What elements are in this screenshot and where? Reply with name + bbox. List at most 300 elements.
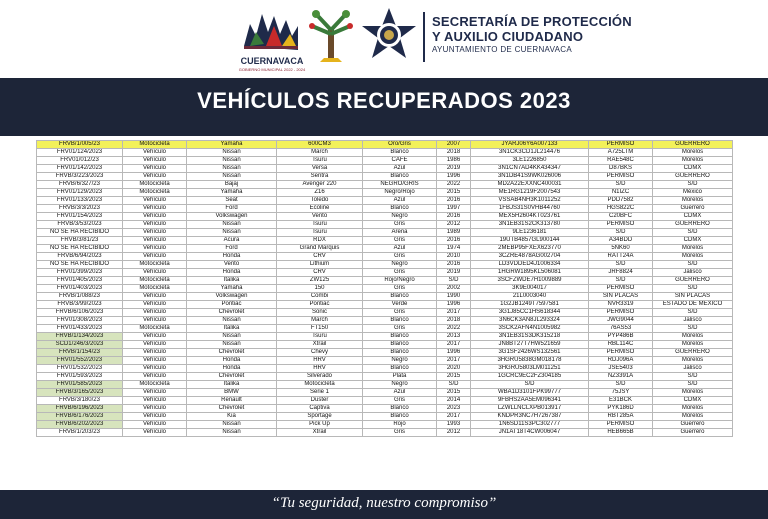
table-cell: 1G2JB1249T7597581 xyxy=(471,301,589,309)
table-cell: Blanco xyxy=(363,341,437,349)
table-cell: PYP486B xyxy=(589,333,653,341)
table-cell: 1FBJS31S0VHB44760 xyxy=(471,205,589,213)
table-cell: FRVB/6/196/2023 xyxy=(37,405,123,413)
table-cell: S/D xyxy=(653,325,733,333)
table-cell: Vento xyxy=(187,261,277,269)
table-cell: 2016 xyxy=(437,261,471,269)
table-cell: GUERRERO xyxy=(653,141,733,149)
table-cell: FRV01/552/2023 xyxy=(37,357,123,365)
table-row xyxy=(37,149,733,157)
table-cell: JRF8824 xyxy=(589,269,653,277)
table-cell: Morelos xyxy=(653,149,733,157)
table-cell: Motocicleta xyxy=(123,181,187,189)
table-cell: JWG9044 xyxy=(589,317,653,325)
table-cell: A725LTM xyxy=(589,149,653,157)
table-cell: NO SE HA RECIBIDO xyxy=(37,261,123,269)
table-cell: Vehículo xyxy=(123,197,187,205)
table-cell: Motocicleta xyxy=(123,141,187,149)
table-cell: FRVB/6/94/2023 xyxy=(37,253,123,261)
table-cell: 2018 xyxy=(437,317,471,325)
table-cell: Xtrail xyxy=(277,341,363,349)
table-cell: Morelos xyxy=(653,333,733,341)
table-cell: Captiva xyxy=(277,405,363,413)
table-cell: 2020 xyxy=(437,365,471,373)
table-cell: ZW125 xyxy=(277,277,363,285)
table-cell: S/D xyxy=(653,261,733,269)
table-cell: Blanco xyxy=(363,405,437,413)
table-cell: CRV xyxy=(277,253,363,261)
table-cell: 3N1EB31S3DK315218 xyxy=(471,333,589,341)
table-cell: 1997 xyxy=(437,205,471,213)
table-row xyxy=(37,253,733,261)
table-cell: Chevrolet xyxy=(187,309,277,317)
table-cell: Morelos xyxy=(653,357,733,365)
table-cell: S/D xyxy=(653,229,733,237)
table-cell: S/D xyxy=(437,381,471,389)
table-cell: Pick Up xyxy=(277,421,363,429)
table-cell: Nissan xyxy=(187,317,277,325)
table-cell: JN8BT27T7HW521659 xyxy=(471,341,589,349)
table-cell: 19UTB4857GL900144 xyxy=(471,237,589,245)
table-cell: Motocicleta xyxy=(123,277,187,285)
table-cell: Gris xyxy=(363,285,437,293)
table-cell: Vehículo xyxy=(123,429,187,437)
table-cell: Nissan xyxy=(187,229,277,237)
table-cell: 2007 xyxy=(437,141,471,149)
municipio-subtitle: GOBIERNO MUNICIPAL 2022 - 2024 xyxy=(238,67,306,72)
table-cell: FRV01/154/2023 xyxy=(37,213,123,221)
table-cell: JYARJ06Y6A007133 xyxy=(471,141,589,149)
table-cell: Nissan xyxy=(187,157,277,165)
table-cell: FRVB/3/81/23 xyxy=(37,237,123,245)
table-cell: FRVB/3/180/23 xyxy=(37,397,123,405)
table-cell: E31BCK xyxy=(589,397,653,405)
table-cell: Nissan xyxy=(187,429,277,437)
table-cell: Azul xyxy=(363,165,437,173)
table-cell: Italika xyxy=(187,325,277,333)
table-cell: Guerrero xyxy=(653,429,733,437)
table-cell: Silverado xyxy=(277,373,363,381)
table-cell: PERMISO xyxy=(589,221,653,229)
table-cell: RDX xyxy=(277,237,363,245)
table-cell: Blanco xyxy=(363,413,437,421)
table-cell: Vehículo xyxy=(123,245,187,253)
table-cell: Xtrail xyxy=(277,429,363,437)
table-cell: S/D xyxy=(653,285,733,293)
table-cell: GUERRERO xyxy=(653,277,733,285)
table-cell: Blanco xyxy=(363,173,437,181)
table-row xyxy=(37,301,733,309)
table-cell: 2012 xyxy=(437,429,471,437)
table-cell: 76AS53 xyxy=(589,325,653,333)
table-cell: Gris xyxy=(363,221,437,229)
table-cell: RDJ096A xyxy=(589,357,653,365)
table-cell: FRVB/6/327/23 xyxy=(37,181,123,189)
table-cell: NVR3319 xyxy=(589,301,653,309)
table-cell: CRV xyxy=(277,269,363,277)
table-cell: Honda xyxy=(187,269,277,277)
table-cell: BMW xyxy=(187,389,277,397)
table-cell: Rojo xyxy=(363,421,437,429)
table-row xyxy=(37,389,733,397)
table-cell: 3G1SF2426WS132561 xyxy=(471,349,589,357)
table-cell: Jalisco xyxy=(653,365,733,373)
table-row xyxy=(37,333,733,341)
page-title: VEHÍCULOS RECUPERADOS 2023 xyxy=(197,88,571,113)
table-cell: Blanco xyxy=(363,317,437,325)
table-cell: WBA1D3101FPK99777 xyxy=(471,389,589,397)
table-cell: 1996 xyxy=(437,349,471,357)
table-cell: Vehículo xyxy=(123,269,187,277)
table-cell: S/D xyxy=(589,229,653,237)
table-cell: Nissan xyxy=(187,149,277,157)
table-cell: Honda xyxy=(187,253,277,261)
table-cell: Yamaha xyxy=(187,141,277,149)
table-cell: 3N1DB41S9WK026006 xyxy=(471,173,589,181)
table-cell: Jalisco xyxy=(653,269,733,277)
table-cell: 75JSY xyxy=(589,389,653,397)
table-cell: Bajaj xyxy=(187,181,277,189)
table-cell: 3LE1226850 xyxy=(471,157,589,165)
table-cell: Azul xyxy=(363,197,437,205)
table-cell: Guerrero xyxy=(653,205,733,213)
table-cell: RBT285A xyxy=(589,413,653,421)
table-cell: Jalisco xyxy=(653,317,733,325)
secretaria-line-1: SECRETARÍA DE PROTECCIÓN xyxy=(432,14,632,29)
table-row xyxy=(37,365,733,373)
table-cell: HEB665B xyxy=(589,429,653,437)
footer-slogan: “Tu seguridad, nuestro compromiso” xyxy=(271,495,497,511)
table-cell: Motocicleta xyxy=(123,261,187,269)
table-cell: FRV01/129/2023 xyxy=(37,189,123,197)
table-cell: FRVB/1/203/23 xyxy=(37,429,123,437)
table-cell: ME1RG1219F2007543 xyxy=(471,189,589,197)
table-row xyxy=(37,325,733,333)
table-cell: S/D xyxy=(471,381,589,389)
table-cell: Ford xyxy=(187,245,277,253)
table-cell: S/D xyxy=(653,181,733,189)
table-cell: FRVB/3/223/2023 xyxy=(37,173,123,181)
table-cell: Nissan xyxy=(187,421,277,429)
table-cell: NEGRO/GRIS xyxy=(363,181,437,189)
table-cell: Vehículo xyxy=(123,365,187,373)
table-cell: Vehículo xyxy=(123,165,187,173)
table-cell: Arena xyxy=(363,229,437,237)
table-cell: 1996 xyxy=(437,301,471,309)
table-cell: FRVB/3/3/2023 xyxy=(37,205,123,213)
table-cell: Blanco xyxy=(363,333,437,341)
table-cell: 2017 xyxy=(437,341,471,349)
table-cell: PERMISO xyxy=(589,309,653,317)
table-cell: Vehículo xyxy=(123,205,187,213)
table-cell: 1HGRW1895KL506081 xyxy=(471,269,589,277)
table-cell: JSE5403 xyxy=(589,365,653,373)
table-cell: 2010 xyxy=(437,253,471,261)
table-cell: Seat xyxy=(187,197,277,205)
table-cell: Motocicleta xyxy=(123,285,187,293)
table-row xyxy=(37,229,733,237)
table-cell: Blanco xyxy=(363,293,437,301)
table-cell: Plata xyxy=(363,373,437,381)
table-cell: Volkswagen xyxy=(187,213,277,221)
table-cell: 21L0003040 xyxy=(471,293,589,301)
police-badge-icon xyxy=(358,6,420,68)
table-row xyxy=(37,349,733,357)
table-cell: Blanco xyxy=(363,149,437,157)
secretaria-block xyxy=(432,14,632,54)
table-row xyxy=(37,285,733,293)
table-cell: 2015 xyxy=(437,373,471,381)
table-cell: Azul xyxy=(363,245,437,253)
table-cell: PYK186D xyxy=(589,405,653,413)
table-cell: March xyxy=(277,317,363,325)
table-cell: Pontiac xyxy=(187,301,277,309)
table-cell: PERMISO xyxy=(589,173,653,181)
table-cell: Morelos xyxy=(653,253,733,261)
table-cell: Rojo/Negro xyxy=(363,277,437,285)
table-cell: 3K9E004017 xyxy=(471,285,589,293)
table-cell: FRV01/012/23 xyxy=(37,157,123,165)
table-cell: FRV01/585/2023 xyxy=(37,381,123,389)
table-cell: 1GCRC9EC2FZ304185 xyxy=(471,373,589,381)
table-cell: Morelos xyxy=(653,405,733,413)
table-cell: FRV01/433/2023 xyxy=(37,325,123,333)
table-cell: Motocicleta xyxy=(123,189,187,197)
table-cell: 2018 xyxy=(437,149,471,157)
table-cell: Tsuru xyxy=(277,333,363,341)
table-row xyxy=(37,269,733,277)
table-cell: Gris xyxy=(363,397,437,405)
table-cell: 150 xyxy=(277,285,363,293)
table-cell: Honda xyxy=(187,357,277,365)
table-cell: Toledo xyxy=(277,197,363,205)
table-cell: Vehículo xyxy=(123,373,187,381)
table-cell: 600CM3 xyxy=(277,141,363,149)
table-cell: FRVB/1/154/23 xyxy=(37,349,123,357)
table-cell: 1986 xyxy=(437,157,471,165)
table-cell: RBL114C xyxy=(589,341,653,349)
table-cell: 1N6SD11S3PC302777 xyxy=(471,421,589,429)
table-cell: 9FBHS2AA5EM096341 xyxy=(471,397,589,405)
table-cell: SIN PLACAS xyxy=(653,293,733,301)
table-cell: Yamaha xyxy=(187,285,277,293)
table-cell: S/D xyxy=(589,277,653,285)
table-cell: 2017 xyxy=(437,309,471,317)
table-cell: 1974 xyxy=(437,245,471,253)
table-cell: Combi xyxy=(277,293,363,301)
table-cell: Gris xyxy=(363,429,437,437)
table-cell: 3N1EB31S2CK313780 xyxy=(471,221,589,229)
table-cell: 2016 xyxy=(437,213,471,221)
table-cell: Negro/Rojo xyxy=(363,189,437,197)
table-cell: Nissan xyxy=(187,333,277,341)
table-cell: Vehículo xyxy=(123,333,187,341)
table-cell: Chevrolet xyxy=(187,373,277,381)
table-cell: Tsuru xyxy=(277,221,363,229)
table-cell: 3HGRU5803LM011251 xyxy=(471,365,589,373)
table-row xyxy=(37,245,733,253)
table-cell: FRV01/124/2023 xyxy=(37,149,123,157)
table-cell: Nissan xyxy=(187,173,277,181)
table-cell: JN1AT18T4CW006047 xyxy=(471,429,589,437)
table-cell: Vento xyxy=(277,213,363,221)
table-row xyxy=(37,421,733,429)
table-cell: Ford xyxy=(187,205,277,213)
table-cell: Morelos xyxy=(653,245,733,253)
table-cell: Italika xyxy=(187,381,277,389)
table-cell: 5NK60 xyxy=(589,245,653,253)
municipio-name: CUERNAVACA xyxy=(240,56,304,66)
table-cell: Lithium xyxy=(277,261,363,269)
table-cell: 2019 xyxy=(437,269,471,277)
table-cell: Vehículo xyxy=(123,341,187,349)
table-cell: Vehículo xyxy=(123,253,187,261)
table-row xyxy=(37,381,733,389)
table-cell: S/D xyxy=(653,309,733,317)
table-cell: Duster xyxy=(277,397,363,405)
table-cell: FRV01/308/2023 xyxy=(37,317,123,325)
table-row xyxy=(37,213,733,221)
table-cell: CDMX xyxy=(653,165,733,173)
table-cell: March xyxy=(277,149,363,157)
table-cell: 2019 xyxy=(437,165,471,173)
table-cell: ESTADO DE MEXICO xyxy=(653,301,733,309)
table-cell: Gris xyxy=(363,309,437,317)
table-cell: Vehículo xyxy=(123,309,187,317)
table-cell: MD2A22EXXNC400031 xyxy=(471,181,589,189)
table-cell: GUERRERO xyxy=(653,221,733,229)
table-cell: Vehículo xyxy=(123,349,187,357)
table-cell: Grand Marquis xyxy=(277,245,363,253)
table-cell: S/D xyxy=(589,261,653,269)
table-cell: VSSAB4NH3K1011252 xyxy=(471,197,589,205)
table-cell: FRV01/532/2023 xyxy=(37,365,123,373)
table-cell: Avenger 220 xyxy=(277,181,363,189)
table-row xyxy=(37,397,733,405)
table-cell: Gris xyxy=(363,325,437,333)
table-cell: Negro xyxy=(363,357,437,365)
table-cell: Morelos xyxy=(653,389,733,397)
table-cell: A34BDD xyxy=(589,237,653,245)
table-cell: FRVB/3/53/2023 xyxy=(37,221,123,229)
table-cell: 1993 xyxy=(437,421,471,429)
table-cell: FRV01/405/2023 xyxy=(37,277,123,285)
table-cell: Vehículo xyxy=(123,173,187,181)
header-divider xyxy=(423,12,425,62)
table-cell: Morelos xyxy=(653,157,733,165)
table-cell: N1IZC xyxy=(589,189,653,197)
secretaria-line-2: Y AUXILIO CIUDADANO xyxy=(432,29,584,44)
table-cell: 2MEBP95FXEX623770 xyxy=(471,245,589,253)
table-row xyxy=(37,341,733,349)
table-row xyxy=(37,261,733,269)
table-cell: Tsuru xyxy=(277,157,363,165)
table-cell: Vehículo xyxy=(123,421,187,429)
table-cell: Morelos xyxy=(653,413,733,421)
header xyxy=(0,0,768,78)
table-cell: Motocicleta xyxy=(277,381,363,389)
table-cell: Vehículo xyxy=(123,405,187,413)
table-row xyxy=(37,405,733,413)
table-cell: Vehículo xyxy=(123,357,187,365)
table-cell: 2016 xyxy=(437,237,471,245)
table-cell: Tsuru xyxy=(277,229,363,237)
table-cell: S/D xyxy=(653,381,733,389)
table-cell: Vehículo xyxy=(123,389,187,397)
table-cell: 1996 xyxy=(437,173,471,181)
table-cell: 2016 xyxy=(437,197,471,205)
table-cell: CDMX xyxy=(653,237,733,245)
table-cell: Negro xyxy=(363,381,437,389)
table-cell: FRV01/403/2023 xyxy=(37,285,123,293)
table-cell: 2013 xyxy=(437,333,471,341)
table-row xyxy=(37,165,733,173)
table-cell: Ecoline xyxy=(277,205,363,213)
table-cell: HRV xyxy=(277,357,363,365)
table-cell: 2015 xyxy=(437,189,471,197)
table-row xyxy=(37,373,733,381)
table-cell: PERMISO xyxy=(589,141,653,149)
table-cell: Chevrolet xyxy=(187,349,277,357)
table-cell: FRVB/1/005/23 xyxy=(37,141,123,149)
table-cell: FRVB/6/106/2023 xyxy=(37,309,123,317)
table-cell: 2017 xyxy=(437,413,471,421)
table-cell: S/D xyxy=(589,181,653,189)
table-cell: Serie 1 xyxy=(277,389,363,397)
table-cell: Chevrolet xyxy=(187,405,277,413)
table-cell: 2002 xyxy=(437,285,471,293)
table-cell: 3SCFZWDE7H1009889 xyxy=(471,277,589,285)
table-row xyxy=(37,413,733,421)
table-row xyxy=(37,205,733,213)
table-cell: Sentra xyxy=(277,173,363,181)
table-cell: Vehículo xyxy=(123,229,187,237)
table-cell: 3HGRU5838GM018178 xyxy=(471,357,589,365)
table-cell: Vehículo xyxy=(123,157,187,165)
table-cell: Oro/Gris xyxy=(363,141,437,149)
table-cell: Gris xyxy=(363,269,437,277)
table-cell: FRV01/593/2023 xyxy=(37,373,123,381)
table-cell: Gris xyxy=(363,253,437,261)
table-row xyxy=(37,157,733,165)
table-row xyxy=(37,317,733,325)
table-cell: Versa xyxy=(277,165,363,173)
table-row xyxy=(37,309,733,317)
table-cell: FRVB/3/165/2023 xyxy=(37,389,123,397)
table-cell: KNDPR3NC7H7267387 xyxy=(471,413,589,421)
table-cell: Vehículo xyxy=(123,397,187,405)
table-cell: NO SE HA RECIBIDO xyxy=(37,245,123,253)
table-cell: 3G1J85CC1HS618344 xyxy=(471,309,589,317)
table-cell: 3N1CN7AD4KK434347 xyxy=(471,165,589,173)
table-cell: Vehículo xyxy=(123,317,187,325)
table-cell: Verde xyxy=(363,301,437,309)
table-cell: MEX5H2604KT023761 xyxy=(471,213,589,221)
table-cell: Vehículo xyxy=(123,149,187,157)
table-cell: 3SCK2AFN4N1005982 xyxy=(471,325,589,333)
table-cell: CDMX xyxy=(653,397,733,405)
table-cell: Blanco xyxy=(363,349,437,357)
table-cell: Nissan xyxy=(187,221,277,229)
table-cell: Negro xyxy=(363,213,437,221)
table-cell: Vehículo xyxy=(123,293,187,301)
table-cell: Motocicleta xyxy=(123,381,187,389)
table-cell: Acura xyxy=(187,237,277,245)
table-cell: 3N1CK3CD1JL214476 xyxy=(471,149,589,157)
table-cell: FRVB/1/088/23 xyxy=(37,293,123,301)
vehicles-table-body xyxy=(37,141,733,437)
table-cell: GUERRERO xyxy=(653,173,733,181)
